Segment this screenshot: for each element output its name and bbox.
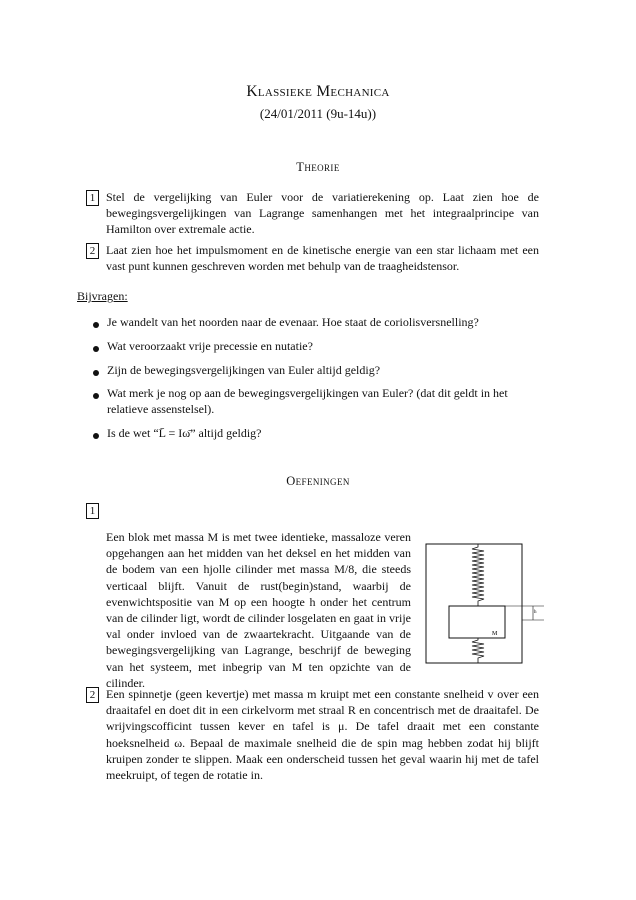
bijvraag-item: Wat veroorzaakt vrije precessie en nutatie? <box>107 339 313 353</box>
bijvraag-item: Is de wet “L̄ = Iω̄” altijd geldig? <box>107 426 262 440</box>
section-theorie-heading: Theorie <box>296 160 340 174</box>
bijvragen-label: Bijvragen: <box>77 289 128 303</box>
exercise-1-text: Een blok met massa M is met twee identieke, massaloze veren opgehangen aan het midden van het deksel en het midden van de bodem van een hjolle cilinder met massa M/8, die steeds verticaal blijft. Vanuit de rust(begin)stand, waarbij de evenwichtspositie van M op een hoogte h onder het centrum van de cilinder ligt, wordt de cilinder losgelaten en gaat in vrije val onder invloed van de zwaartekracht. Uitgaande van de bewegingsvergelijking van Lagrange, beschrijf de beweging van het systeem, met inbegrip van M ten opzichte van de cilinder. <box>106 530 411 690</box>
exercise-number-1: 1 <box>86 503 99 519</box>
mass-label: M <box>492 631 498 637</box>
bullet-dot <box>93 393 99 399</box>
exam-date: (24/01/2011 (9u-14u)) <box>259 106 377 121</box>
cylinder-spring-figure <box>420 540 550 666</box>
question-number-1: 1 <box>86 190 99 206</box>
height-label: h <box>534 610 537 615</box>
theory-question-2: Laat zien hoe het impulsmoment en de kinetische energie van een star lichaam met een vast punt kunnen geschreven worden met behulp van de traagheidstensor. <box>106 243 539 274</box>
bullet-dot <box>93 433 99 439</box>
lower-spring <box>472 638 484 663</box>
exam-title: Klassieke Mechanica <box>246 83 390 100</box>
bullet-dot <box>93 322 99 328</box>
section-oefeningen-heading: Oefeningen <box>286 474 350 488</box>
bullet-dot <box>93 370 99 376</box>
bijvraag-item: Zijn de bewegingsvergelijkingen van Euler altijd geldig? <box>107 363 381 377</box>
bijvraag-item: Wat merk je nog op aan de bewegingsvergelijkingen van Euler? (dat dit geldt in het relatieve assenstelsel). <box>107 386 508 417</box>
exercise-number-2: 2 <box>86 687 99 703</box>
bijvraag-item: Je wandelt van het noorden naar de evenaar. Hoe staat de coriolisversnelling? <box>107 315 479 329</box>
bullet-dot <box>93 346 99 352</box>
cylinder-outline <box>426 544 522 663</box>
upper-spring <box>472 544 484 606</box>
question-number-2: 2 <box>86 243 99 259</box>
exercise-2-text: Een spinnetje (geen kevertje) met massa m kruipt met een constante snelheid v over een draaitafel en doet dit in een cirkelvorm met straal R en concentrisch met de draaitafel. De wrijvingscofficint tussen kever en tafel is μ. De tafel draait met een constante hoeksnelheid ω. Bepaal de maximale snelheid die de spin mag hebben zodat hij blijft kruipen zonder te slippen. Maak een onderscheid tussen het geval waarin hij met de tafel meekruipt, of tegen de rotatie in. <box>106 687 539 783</box>
theory-question-1: Stel de vergelijking van Euler voor de variatierekening op. Laat zien hoe de bewegingsvergelijkingen van Lagrange samenhangen met het integraalprincipe van Hamilton over extremale actie. <box>106 190 539 237</box>
